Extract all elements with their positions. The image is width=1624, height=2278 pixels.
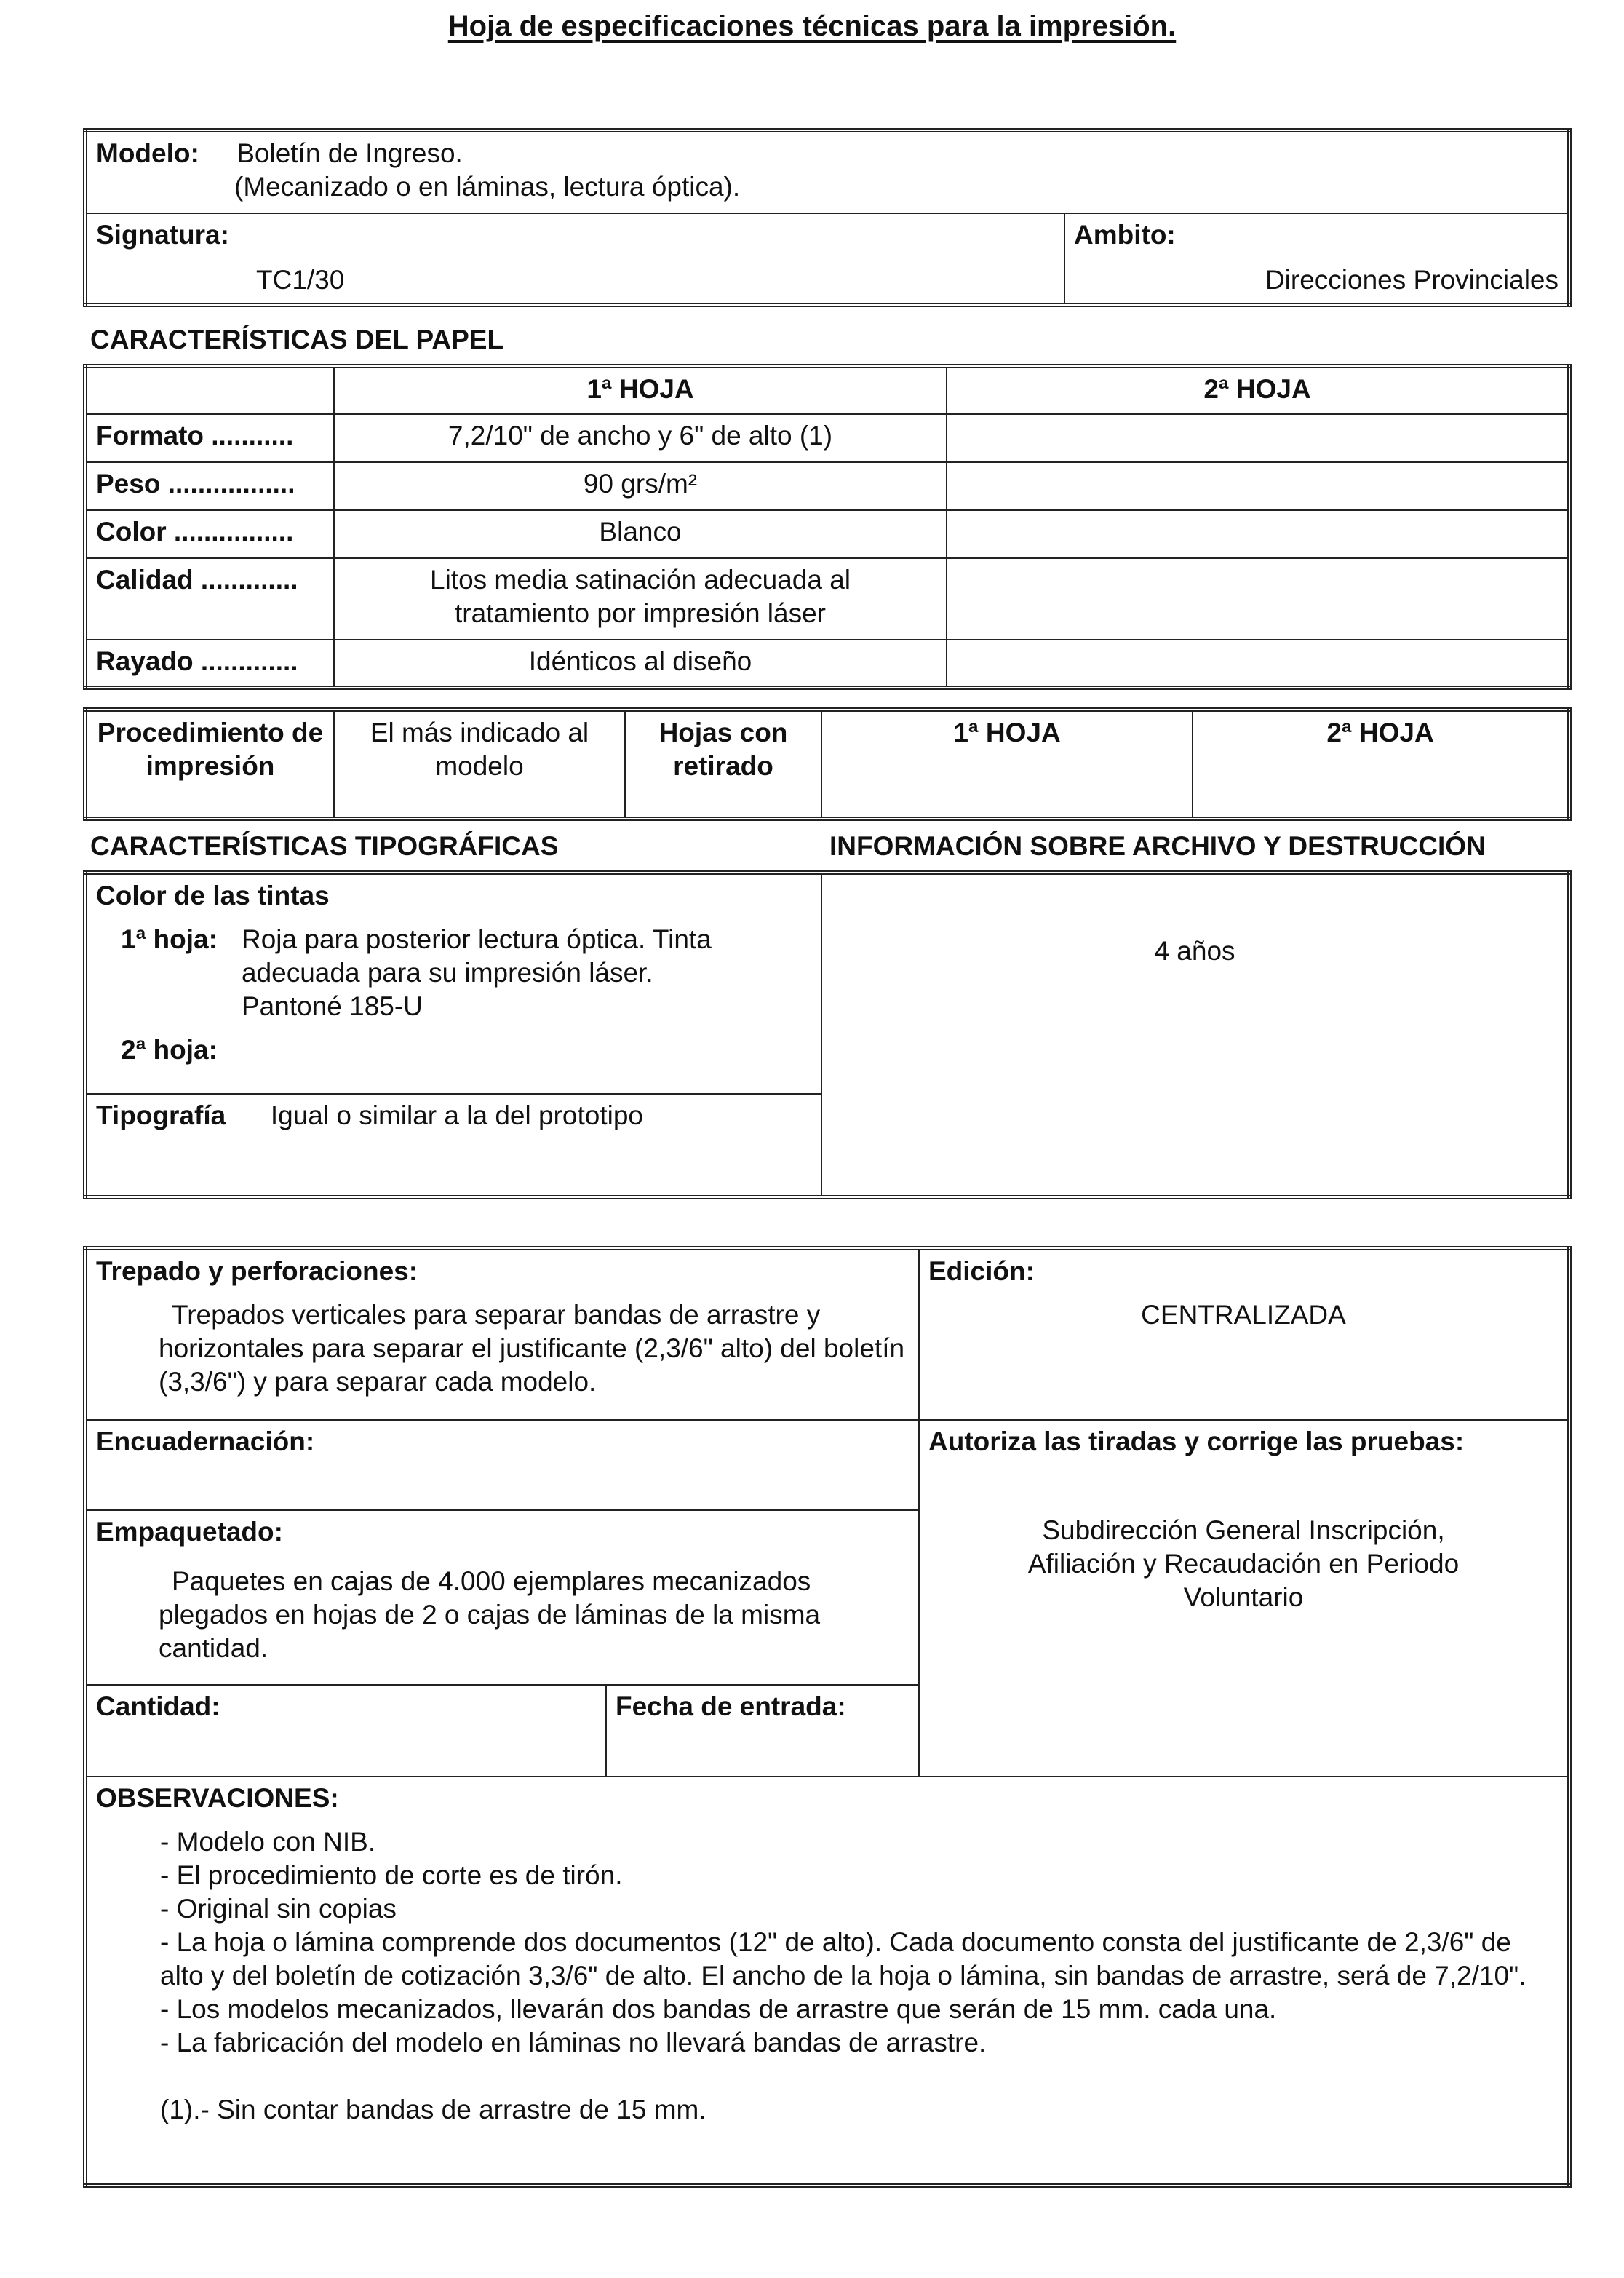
observaciones-cell	[85, 1777, 1569, 2186]
peso-label: Peso .................	[85, 462, 334, 510]
table-row	[85, 558, 1569, 640]
papel-col-hoja1: 1ª HOJA	[334, 366, 947, 414]
cantidad-cell: Cantidad:	[85, 1685, 606, 1777]
trepado-label: Trepado y perforaciones:	[96, 1256, 418, 1286]
procedimiento-value: El más indicado al modelo	[334, 710, 625, 819]
tipografia-cell	[85, 1094, 821, 1197]
hoja1-tinta-line: Roja para posterior lectura óptica. Tinta	[242, 924, 712, 954]
list-item: - Original sin copias	[160, 1894, 397, 1924]
calidad-label: Calidad .............	[85, 558, 334, 640]
list-item: - La fabricación del modelo en láminas no llevará bandas de arrastre.	[160, 2028, 987, 2057]
papel-table	[83, 364, 1572, 690]
formato-hoja2	[947, 414, 1569, 462]
color-label: Color ................	[85, 510, 334, 558]
ambito-cell	[1064, 213, 1569, 305]
peso-hoja2	[947, 462, 1569, 510]
trepado-cell	[85, 1248, 919, 1420]
rayado-label: Rayado .............	[85, 640, 334, 688]
table-row	[85, 414, 1569, 462]
modelo-cell	[85, 130, 1569, 213]
tipografia-table	[83, 870, 1572, 1199]
encuadernacion-label: Encuadernación:	[96, 1426, 315, 1456]
list-item: - Los modelos mecanizados, llevarán dos bandas de arrastre que serán de 15 mm. cada una.	[160, 1994, 1277, 2024]
fecha-entrada-cell: Fecha de entrada:	[606, 1685, 919, 1777]
autoriza-cell	[919, 1420, 1569, 1777]
autoriza-value: Subdirección General Inscripción, Afiliación y Recaudación en Periodo Voluntario	[1027, 1515, 1460, 1612]
color-tintas-cell	[85, 873, 821, 1094]
tipografia-value: Igual o similar a la del prototipo	[270, 1100, 643, 1130]
formato-label: Formato ...........	[85, 414, 334, 462]
hoja1-tinta-label: 1ª hoja:	[121, 924, 218, 954]
hoja1-tinta-line: Pantoné 185-U	[242, 991, 423, 1021]
observaciones-label: OBSERVACIONES:	[96, 1783, 339, 1813]
table-row	[85, 462, 1569, 510]
autoriza-label: Autoriza las tiradas y corrige las pruebas:	[928, 1426, 1465, 1456]
hoja2-tinta-label: 2ª hoja:	[121, 1035, 218, 1065]
rayado-hoja1: Idénticos al diseño	[334, 640, 947, 688]
modelo-sub: (Mecanizado o en láminas, lectura óptica).	[234, 172, 741, 202]
peso-hoja1: 90 grs/m²	[334, 462, 947, 510]
calidad-hoja1: Litos media satinación adecuada al tratamiento por impresión láser	[334, 558, 947, 640]
papel-section-title: CARACTERÍSTICAS DEL PAPEL	[90, 325, 504, 354]
formato-hoja1: 7,2/10" de ancho y 6" de alto (1)	[334, 414, 947, 462]
trepado-value: Trepados verticales para separar bandas de arrastre y horizontales para separar el justificante (2,3/6" alto) del boletín (3,3/6") y para separar cada modelo.	[159, 1300, 905, 1397]
observaciones-list	[96, 1825, 1559, 2127]
page-title: Hoja de especificaciones técnicas para la impresión.	[447, 10, 1177, 42]
hojas-retirado-label: Hojas con retirado	[625, 710, 821, 819]
signatura-value: TC1/30	[256, 265, 345, 295]
procedimiento-table	[83, 707, 1572, 821]
table-row	[85, 510, 1569, 558]
list-item: - La hoja o lámina comprende dos documentos (12" de alto). Cada documento consta del justificante de 2,3/6" de alto y del boletín de cotización 3,3/6" de alto. El ancho de la hoja o lámina, sin bandas de arrastre, será de 7,2/10".	[160, 1927, 1527, 1991]
retirado-col-hoja1: 1ª HOJA	[821, 710, 1193, 819]
tipografia-section-title: CARACTERÍSTICAS TIPOGRÁFICAS	[90, 831, 559, 861]
procedimiento-label: Procedimiento de impresión	[85, 710, 334, 819]
ambito-value: Direcciones Provinciales	[1265, 265, 1559, 295]
table-row	[85, 640, 1569, 688]
color-hoja1: Blanco	[334, 510, 947, 558]
encuadernacion-cell	[85, 1420, 919, 1510]
archivo-section-title: INFORMACIÓN SOBRE ARCHIVO Y DESTRUCCIÓN	[829, 831, 1486, 861]
calidad-hoja2	[947, 558, 1569, 640]
rayado-hoja2	[947, 640, 1569, 688]
empaquetado-value: Paquetes en cajas de 4.000 ejemplares mecanizados plegados en hojas de 2 o cajas de láminas de la misma cantidad.	[159, 1566, 821, 1663]
edicion-label: Edición:	[928, 1256, 1035, 1286]
retirado-col-hoja2: 2ª HOJA	[1193, 710, 1569, 819]
signatura-cell	[85, 213, 1064, 305]
edicion-value: CENTRALIZADA	[1141, 1300, 1346, 1330]
papel-header-empty	[85, 366, 334, 414]
archivo-cell	[821, 873, 1569, 1197]
modelo-value: Boletín de Ingreso.	[236, 138, 463, 168]
color-tintas-label: Color de las tintas	[96, 881, 330, 910]
list-item: - Modelo con NIB.	[160, 1827, 376, 1857]
signatura-label: Signatura:	[96, 220, 229, 250]
list-item: - El procedimiento de corte es de tirón.	[160, 1860, 623, 1890]
observaciones-note: (1).- Sin contar bandas de arrastre de 15 mm.	[160, 2095, 706, 2124]
hoja1-tinta-line: adecuada para su impresión láser.	[242, 958, 653, 988]
tipografia-label: Tipografía	[96, 1100, 226, 1130]
produccion-table	[83, 1246, 1572, 2188]
ambito-label: Ambito:	[1074, 220, 1176, 250]
empaquetado-cell	[85, 1510, 919, 1685]
header-table	[83, 128, 1572, 307]
color-hoja2	[947, 510, 1569, 558]
empaquetado-label: Empaquetado:	[96, 1517, 283, 1547]
modelo-label: Modelo:	[96, 138, 199, 168]
archivo-value: 4 años	[1154, 936, 1235, 966]
papel-col-hoja2: 2ª HOJA	[947, 366, 1569, 414]
edicion-cell	[919, 1248, 1569, 1420]
